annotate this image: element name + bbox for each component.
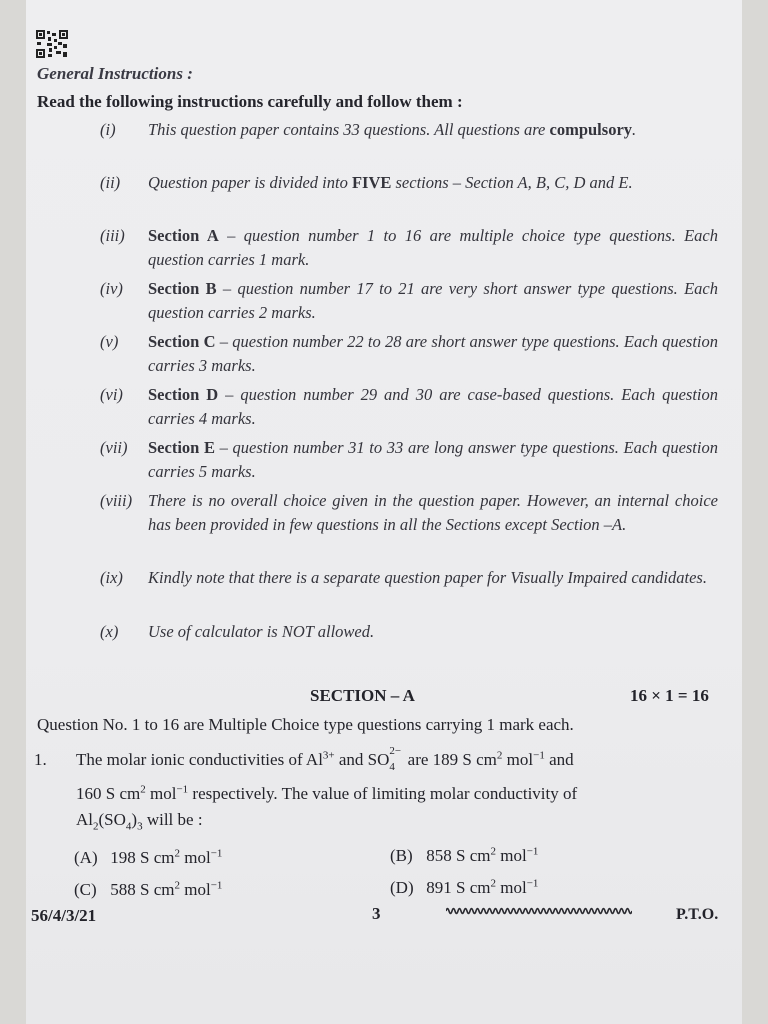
question-number: 1. (34, 750, 47, 769)
instruction-text-part: – question number 31 to 33 are long answer type questions. Each question carries 5 marks. (148, 438, 718, 481)
instruction-number: (ix) (100, 568, 123, 587)
option-a[interactable]: (A) 198 S $cm^2$ mol$^{-1}$ (74, 847, 223, 867)
instruction-text-part: . (632, 120, 637, 139)
general-instructions-title: General Instructions : (37, 64, 193, 83)
instruction-keyword: FIVE (351, 173, 392, 192)
exam-page (26, 0, 742, 1024)
instruction-text (148, 330, 718, 378)
question-text-line-3: $Al_2(SO_4)_3$ will be : (76, 810, 203, 833)
instruction-number: (i) (100, 120, 116, 139)
instruction-text (148, 383, 718, 431)
instruction-item (100, 171, 718, 195)
instruction-text (148, 171, 718, 195)
instruction-number: (iv) (100, 279, 123, 298)
question-text-line-2: 160 S $cm^2$ mol$^{-1}$ respectively. The value of limiting molar conductivity of (76, 783, 578, 803)
section-marks: 16 × 1 = 16 (630, 686, 709, 705)
page-number: 3 (372, 904, 381, 923)
instruction-item (100, 224, 718, 272)
instruction-number: (viii) (100, 491, 133, 510)
instruction-text-part: sections – Section A, B, C, D and E. (391, 173, 633, 192)
instruction-number: (ii) (100, 173, 121, 192)
instruction-item (100, 436, 718, 484)
section-title: SECTION – A (310, 686, 415, 705)
instruction-text (148, 436, 718, 484)
instruction-number: (vii) (100, 438, 128, 457)
instruction-item (100, 620, 718, 644)
instruction-text-part: Use of calculator is NOT allowed. (148, 622, 375, 641)
wavy-line-divider (446, 905, 632, 917)
instruction-text (148, 489, 718, 537)
instruction-text-part: – question number 29 and 30 are case-based questions. Each question carries 4 marks. (148, 385, 718, 428)
instruction-item (100, 330, 718, 378)
instruction-text (148, 620, 718, 644)
instruction-number: (vi) (100, 385, 123, 404)
instruction-keyword: Section B (148, 279, 217, 298)
qr-code-icon (36, 30, 68, 58)
instruction-number: (v) (100, 332, 119, 351)
instruction-text (148, 277, 718, 325)
option-b[interactable]: (B) 858 S $cm^2$ mol$^{-1}$ (390, 845, 539, 865)
instruction-item (100, 489, 718, 537)
instruction-text-part: – question number 17 to 21 are very short answer type questions. Each question carries 2 marks. (148, 279, 718, 322)
question-text-line-1: The molar ionic conductivities of $Al^{3+}$ and SO 2− 4 are 189 S $cm^2$ mol$^{-1}$ and (76, 745, 574, 773)
paper-code: 56/4/3/21 (31, 906, 97, 925)
instruction-text (148, 224, 718, 272)
read-instructions-line: Read the following instructions carefully and follow them : (37, 92, 463, 111)
instruction-keyword: Section D (148, 385, 219, 404)
instruction-text-part: Kindly note that there is a separate question paper for Visually Impaired candidates. (148, 568, 707, 587)
instruction-text-part: This question paper contains 33 questions. All questions are (148, 120, 550, 139)
instruction-text-part: – question number 22 to 28 are short answer type questions. Each question carries 3 marks. (148, 332, 718, 375)
instruction-text (148, 566, 718, 590)
instruction-text (148, 118, 718, 142)
pto-label: P.T.O. (676, 906, 719, 923)
instruction-text-part: Question paper is divided into (148, 173, 352, 192)
instruction-keyword: Section A (148, 226, 219, 245)
section-description: Question No. 1 to 16 are Multiple Choice type questions carrying 1 mark each. (37, 715, 574, 734)
instruction-number: (iii) (100, 226, 125, 245)
instruction-keyword: Section E (148, 438, 215, 457)
instruction-text-part: – question number 1 to 16 are multiple choice type questions. Each question carries 1 mark. (148, 226, 718, 269)
instruction-item (100, 566, 718, 590)
instruction-text-part: There is no overall choice given in the question paper. However, an internal choice has been provided in few questions in all the Sections except Section –A. (148, 491, 718, 534)
instruction-keyword: compulsory (549, 120, 633, 139)
instruction-item (100, 118, 718, 142)
instruction-item (100, 383, 718, 431)
instruction-keyword: Section C (148, 332, 216, 351)
option-d[interactable]: (D) 891 S $cm^2$ mol$^{-1}$ (390, 877, 539, 897)
instruction-item (100, 277, 718, 325)
option-c[interactable]: (C) 588 S $cm^2$ mol$^{-1}$ (74, 879, 223, 899)
instruction-number: (x) (100, 622, 119, 641)
